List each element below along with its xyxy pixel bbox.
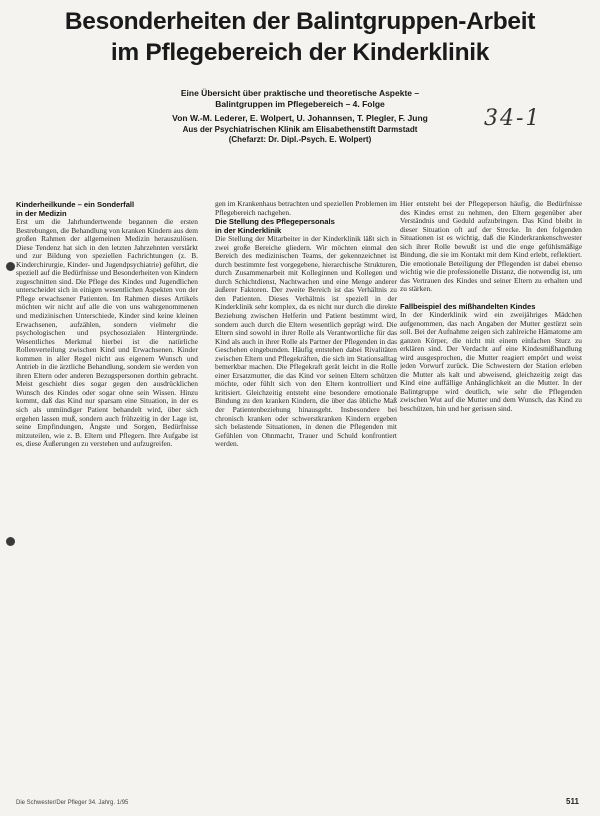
footer-source: Die Schwester/Der Pfleger 34. Jahrg. 1/95 (16, 800, 129, 806)
handwritten-note: 34-1 (484, 106, 542, 131)
institution-line-2: (Chefarzt: Dr. Dipl.-Psych. E. Wolpert) (228, 135, 372, 144)
section-heading-medicine (16, 200, 198, 218)
column-1 (16, 200, 198, 800)
heading-line-2: in der Medizin (16, 209, 67, 218)
heading-line-1: Die Stellung des Pflegepersonals (215, 217, 335, 227)
body-text-col2-top: gen im Krankenhaus betrachten und speziellen Problemen im Pflegebereich nachgehen. (215, 200, 397, 217)
subtitle-line-2: Balintgruppen im Pflegebereich – 4. Folge (215, 99, 385, 109)
heading-line-2: in der Kinderklinik (215, 226, 282, 236)
column-2 (215, 200, 397, 800)
article-title (20, 6, 580, 68)
title-line-1: Besonderheiten der Balintgruppen-Arbeit (64, 8, 536, 35)
body-text-col2: Die Stellung der Mitarbeiter in der Kinderklinik läßt sich in zwei große Bereiche gliedern. Wir möchten einmal den Bereich des medizinischen Teams, der gekennzeichnet ist durch bestimmte fest vorgegebene, hierarchische Strukturen, durch Zusammenarbeit mit Kolleginnen und Kollegen und durch Schichtdienst, Nachtwachen und eine Menge anderer äußerer Faktoren. Der zweite Bereich ist das Verhältnis zu den Patienten. Dieses Verhältnis ist speziell in der Kinderklinik sehr komplex, da es nicht nur durch die direkte Beziehung zwischen Helferin und Patient bestimmt wird, sondern auch durch die Eltern wesentlich geprägt wird. Die Eltern sind sowohl in ihrer Rolle als Verantwortliche für das Kind als auch in ihrer Rolle als Partner der Pflegenden in das Geschehen eingebunden. Häufig entstehen dabei Rivalitäten zwischen Eltern und Pflegekräften, die sich im Stationsalltag bemerkbar machen. Die Pflegekraft gerät leicht in die Rolle einer Ersatzmutter, die das Kind vor seinen Eltern schützen möchte, oder fühlt sich von den Eltern kontrolliert und kritisiert. Gleichzeitig entsteht eine besondere emotionale Bindung zu den kranken Kindern, die über das übliche Maß der Patientenbeziehung hinausgeht. Insbesondere bei chronisch kranken oder schwerstkranken Kindern ergeben sich belastende Situationen, in denen die Pflegenden mit Gefühlen von Ohnmacht, Trauer und Schuld konfrontiert werden. (215, 234, 397, 449)
page-number: 511 (566, 797, 579, 806)
institution (130, 125, 470, 145)
section-heading-case: Fallbeispiel des mißhandelten Kindes (400, 302, 536, 312)
heading-line-1: Kinderheilkunde – ein Sonderfall (16, 200, 135, 209)
punch-hole (6, 537, 15, 546)
body-text-col1: Erst um die Jahrhundertwende begannen die ersten Bestrebungen, die Behandlung von kranken Kindern aus dem großen Rahmen der allgemeinen Medizin herauszulösen. Diese Tendenz hat sich in den letzten Jahrzehnten verstärkt und zur Bildung von speziellen Fachrichtungen (z. B. Kinderchirurgie, Kinder- und Jugendpsychiatrie) geführt, die speziell auf die Bedürfnisse und Besonderheiten von Kindern zugeschnitten sind. Die Pflege des Kindes und Jugendlichen unterscheidet sich in einigen wesentlichen Aspekten von der Pflege erwachsener Patienten. Im Rahmen dieses Artikels möchten wir nicht auf alle die von uns wahrgenommenen und medizinischen Unterschiede, Kinder sind keine kleinen Erwachsenen, aufzählen, sondern vielmehr die psychologischen und psychosozialen Hintergründe. Wesentliches Merkmal hierbei ist die natürliche Rollenverteilung zwischen Kind und Erwachsenen. Kinder kommen in aller Regel nicht aus eigenem Wunsch und Antrieb in die ärztliche Behandlung, sondern sie werden von ihren Eltern oder anderen Bezugspersonen dorthin gebracht. Meist geschieht dies sogar gegen den ausdrücklichen Wunsch des Kindes oder sogar ohne sein Wissen. Hinzu kommt, daß das Kind nur sparsam eine Situation, in der es sich als unmündiger Patient behandelt wird, über sich ergehen lassen muß, sondern auch frühzeitig in der Lage ist, seine Empfindungen, Ängste und Sorgen, Bedürfnisse mitzuteilen, wie z. B. Eltern und Pflegern. Ihre Aufgabe ist es, diese Äußerungen zu verstehen und aufzugreifen. (16, 217, 198, 449)
body-text-col3-top: Hier entsteht bei der Pflegeperson häufig, die Bedürfnisse des Kindes ernst zu nehmen, den Eltern gegenüber aber Verständnis und Geduld aufzubringen. Das Kind bleibt in dieser Situation oft auf der Strecke. In den folgenden Situationen ist es wichtig, daß die Kinderkrankenschwester sich ihrer Rolle bewußt ist und die enge gefühlsmäßige Bindung, die sie im Kontakt mit dem Kind erlebt, reflektiert. Die emotionale Beteiligung der Pflegenden ist dabei ebenso wichtig wie die professionelle Distanz, die notwendig ist, um das Vertrauen des Kindes und seiner Eltern zu erhalten und zu stärken. (400, 200, 582, 294)
body-text-col3: In der Kinderklinik wird ein zweijähriges Mädchen aufgenommen, das nach Angaben der Mutter gestürzt sein soll. Bei der Aufnahme zeigen sich zahlreiche Hämatome am ganzen Körper, die nicht mit einem einfachen Sturz zu erklären sind. Der Verdacht auf eine Kindesmißhandlung wird ausgesprochen, die Mutter reagiert empört und weist jeden Vorwurf zurück. Die Schwestern der Station erleben die Mutter als kalt und abweisend, gleichzeitig zeigt das Kind eine auffällige Anhänglichkeit an die Mutter. In der Balintgruppe wird deutlich, wie sehr die Pflegenden zwischen Wut auf die Mutter und dem Wunsch, das Kind zu beschützen, hin und her gerissen sind. (400, 310, 582, 414)
punch-hole (6, 262, 15, 271)
institution-line-1: Aus der Psychiatrischen Klinik am Elisabethenstift Darmstadt (182, 125, 418, 134)
section-heading-nursing (215, 217, 397, 235)
title-line-2: im Pflegebereich der Kinderklinik (110, 39, 490, 66)
article-subtitle (120, 88, 480, 110)
subtitle-line-1: Eine Übersicht über praktische und theoretische Aspekte – (180, 88, 420, 98)
author-line: Von W.-M. Lederer, E. Wolpert, U. Johannsen, T. Plegler, F. Jung (172, 113, 428, 123)
column-3 (400, 200, 582, 800)
